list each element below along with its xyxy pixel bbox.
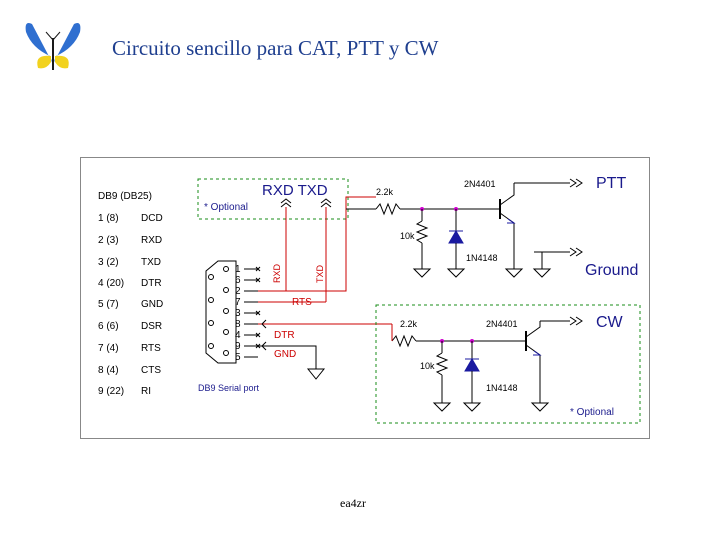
rts-wire-label: RTS (292, 297, 312, 308)
pin-label-num: 3 (2) (98, 257, 119, 268)
pin-number: 9 (235, 341, 241, 352)
pin-label-sig: DSR (141, 321, 163, 332)
pin-label-num: 1 (8) (98, 213, 119, 224)
transistor-ptt-label: 2N4401 (464, 179, 496, 189)
pin-label-sig: RXD (141, 235, 163, 246)
resistor-cw-pull-label: 10k (420, 361, 435, 371)
pin-number: 2 (235, 286, 241, 297)
connector-title: DB9 (DB25) (98, 191, 152, 202)
circuit-schematic (80, 157, 650, 439)
pin-number: 3 (235, 308, 241, 319)
cw-label: CW (596, 314, 623, 331)
pin-label-num: 5 (7) (98, 299, 119, 310)
optional-label-bottom: * Optional (570, 407, 614, 418)
pin-label-sig: DTR (141, 278, 162, 289)
pin-label-num: 4 (20) (98, 278, 125, 289)
serial-port-label: DB9 Serial port (198, 383, 260, 393)
pin-label-num: 9 (22) (98, 386, 125, 397)
gnd-wire-label: GND (274, 349, 297, 360)
transistor-cw-label: 2N4401 (486, 319, 518, 329)
diode-ptt-label: 1N4148 (466, 253, 498, 263)
page-title: Circuito sencillo para CAT, PTT y CW (112, 36, 439, 60)
pin-number: 6 (235, 275, 241, 286)
resistor-cw-label: 2.2k (400, 319, 418, 329)
ptt-label: PTT (596, 175, 627, 192)
diode-cw-label: 1N4148 (486, 383, 518, 393)
pin-label-num: 8 (4) (98, 365, 119, 376)
footer-credit: ea4zr (340, 496, 366, 510)
rxd-txd-label: RXD TXD (262, 182, 328, 199)
connector-pin-numbers (235, 264, 241, 363)
pin-number: 1 (235, 264, 241, 275)
rxd-vertical-label: RXD (272, 263, 282, 283)
pin-number: 7 (235, 297, 241, 308)
pin-number: 5 (235, 352, 241, 363)
dtr-wire-label: DTR (274, 330, 295, 341)
butterfly-logo-icon (20, 18, 86, 74)
pin-label-num: 7 (4) (98, 343, 119, 354)
pin-label-sig: CTS (141, 365, 161, 376)
pin-label-sig: GND (141, 299, 164, 310)
txd-vertical-label: TXD (315, 265, 325, 283)
pin-label-sig: RTS (141, 343, 161, 354)
optional-label-top: * Optional (204, 202, 248, 213)
pin-number: 4 (235, 330, 241, 341)
pin-number: 8 (235, 319, 241, 330)
resistor-ptt-pull-label: 10k (400, 231, 415, 241)
pin-label-sig: TXD (141, 257, 161, 268)
pin-label-sig: RI (141, 386, 151, 397)
pin-label-num: 2 (3) (98, 235, 119, 246)
ground-label: Ground (585, 262, 639, 279)
pin-label-num: 6 (6) (98, 321, 119, 332)
pin-label-sig: DCD (141, 213, 163, 224)
resistor-ptt-label: 2.2k (376, 187, 394, 197)
